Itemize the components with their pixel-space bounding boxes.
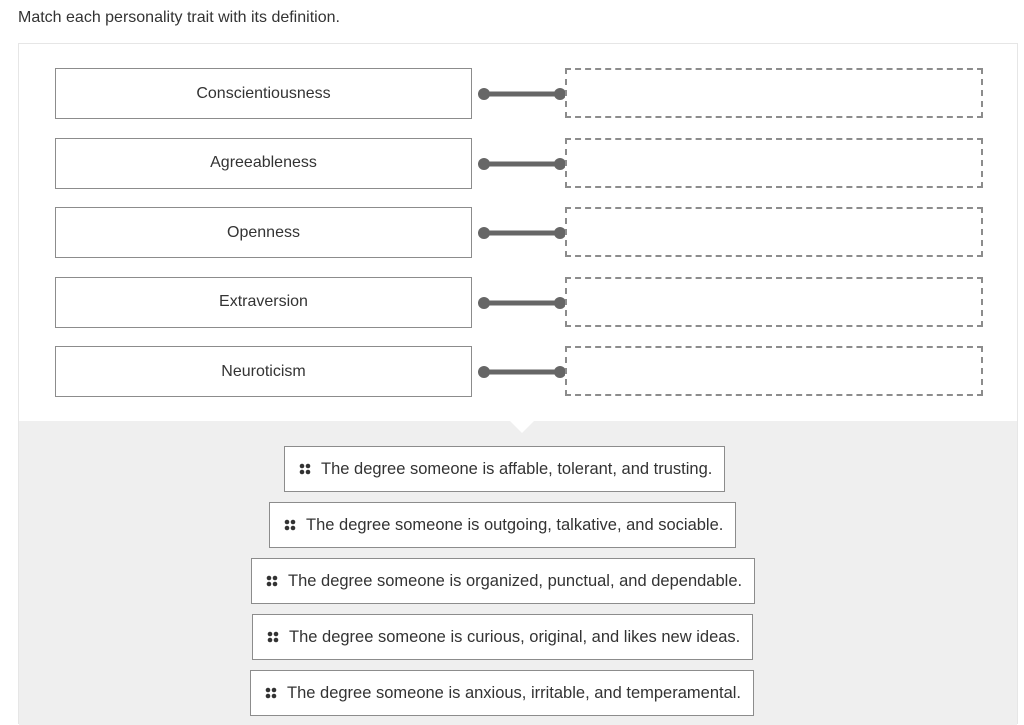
connector-line-icon bbox=[478, 227, 566, 239]
term-box: Conscientiousness bbox=[55, 68, 472, 119]
drag-handle-icon bbox=[265, 687, 277, 699]
tray-notch bbox=[509, 420, 535, 433]
draggable-option[interactable] bbox=[269, 502, 736, 548]
drag-handle-icon bbox=[267, 631, 279, 643]
drop-zone[interactable] bbox=[565, 138, 983, 188]
draggable-option[interactable] bbox=[252, 614, 753, 660]
connector-line-icon bbox=[478, 297, 566, 309]
connector-line-icon bbox=[478, 158, 566, 170]
drag-handle-icon bbox=[284, 519, 296, 531]
option-label: The degree someone is curious, original, and likes new ideas. bbox=[289, 627, 741, 646]
option-label: The degree someone is anxious, irritable, and temperamental. bbox=[287, 683, 741, 702]
draggable-option[interactable] bbox=[251, 558, 755, 604]
options-tray bbox=[19, 421, 1017, 725]
option-label: The degree someone is organized, punctual, and dependable. bbox=[288, 571, 743, 590]
term-box: Extraversion bbox=[55, 277, 472, 328]
matching-panel bbox=[18, 43, 1018, 724]
instruction-text: Match each personality trait with its definition. bbox=[18, 9, 340, 26]
draggable-option[interactable] bbox=[284, 446, 725, 492]
connector-line-icon bbox=[478, 366, 566, 378]
drop-zone[interactable] bbox=[565, 346, 983, 396]
drop-zone[interactable] bbox=[565, 207, 983, 257]
draggable-option[interactable] bbox=[250, 670, 754, 716]
drag-handle-icon bbox=[299, 463, 311, 475]
option-label: The degree someone is affable, tolerant, and trusting. bbox=[321, 459, 713, 478]
term-box: Openness bbox=[55, 207, 472, 258]
drag-handle-icon bbox=[266, 575, 278, 587]
drop-zone[interactable] bbox=[565, 68, 983, 118]
drop-zone[interactable] bbox=[565, 277, 983, 327]
term-box: Agreeableness bbox=[55, 138, 472, 189]
connector-line-icon bbox=[478, 88, 566, 100]
term-box: Neuroticism bbox=[55, 346, 472, 397]
option-label: The degree someone is outgoing, talkative, and sociable. bbox=[306, 515, 724, 534]
